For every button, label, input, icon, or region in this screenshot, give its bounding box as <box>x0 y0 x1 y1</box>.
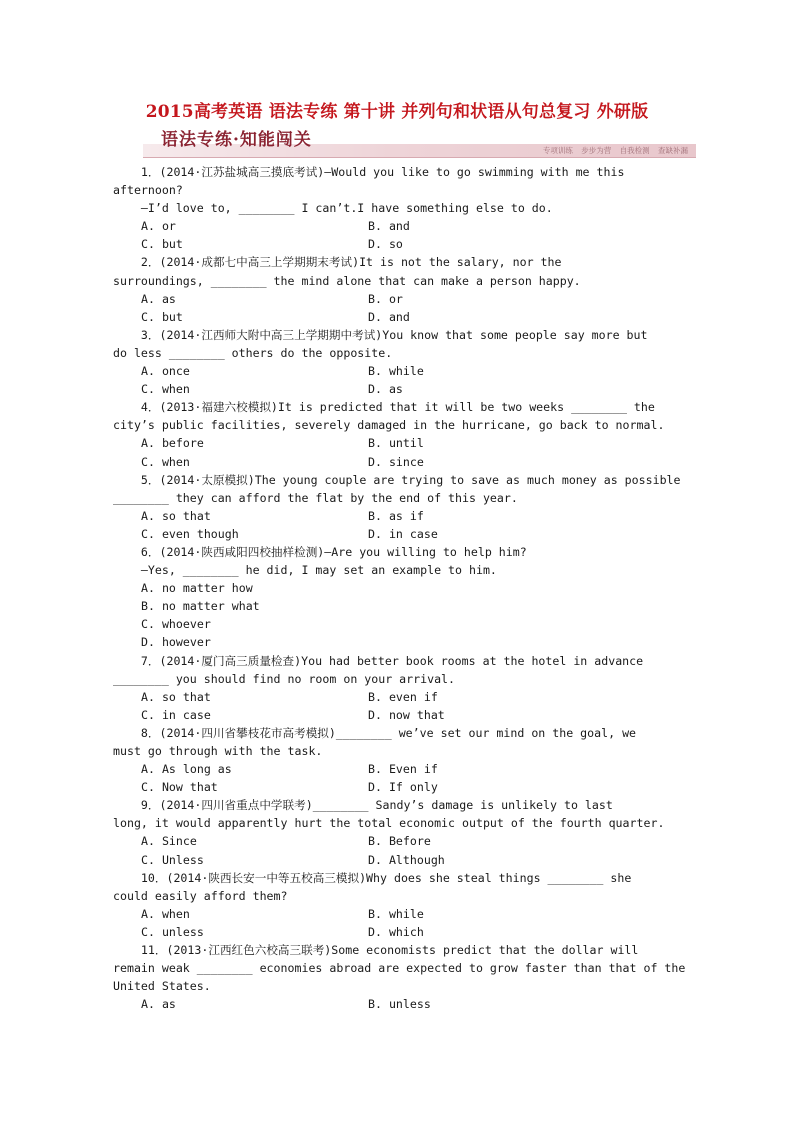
question-text-line: 1．(2014·江苏盐城高三摸底考试)—Would you like to go swimming with me this <box>113 165 625 179</box>
question-7 <box>113 652 713 724</box>
answer-option: B. no matter what <box>141 599 260 614</box>
answer-option: D. which <box>368 924 424 939</box>
answer-option: B. and <box>368 219 410 234</box>
question-text-line: 9．(2014·四川省重点中学联考)________ Sandy’s damage is unlikely to last <box>113 798 613 813</box>
answer-option: D. as <box>368 382 403 397</box>
question-text-line: —I’d love to, ________ I can’t.I have something else to do. <box>113 201 553 216</box>
answer-option: C. but <box>141 237 183 252</box>
option-row <box>113 507 713 525</box>
answer-option: A. so that <box>141 689 211 704</box>
question-text-line: 4．(2013·福建六校模拟)It is predicted that it will be two weeks ________ the <box>113 400 655 415</box>
question-text-line: could easily afford them? <box>113 888 288 903</box>
question-3 <box>113 326 713 398</box>
question-text-line: 5．(2014·太原模拟)The young couple are trying to save as much money as possible <box>113 472 681 487</box>
option-row <box>113 235 713 253</box>
option-row <box>113 380 713 398</box>
option-row <box>113 434 713 452</box>
answer-option: D. since <box>368 454 424 469</box>
answer-option: B. unless <box>368 997 431 1012</box>
option-row <box>113 905 713 923</box>
banner-tags: 专项训练 步步为营 自我检测 查缺补漏 <box>542 146 688 155</box>
answer-option: B. while <box>368 364 424 379</box>
question-text-line: must go through with the task. <box>113 744 323 758</box>
question-text-line: long, it would apparently hurt the total economic output of the fourth quarter. <box>113 816 665 831</box>
answer-option: A. no matter how <box>141 581 253 596</box>
question-text-line: 6．(2014·陕西咸阳四校抽样检测)—Are you willing to help him? <box>113 544 527 559</box>
option-row <box>113 633 713 651</box>
answer-option: A. so that <box>141 508 211 523</box>
option-row <box>113 597 713 615</box>
question-text-line: ________ you should find no room on your arrival. <box>113 671 456 686</box>
answer-option: D. and <box>368 309 410 324</box>
answer-option: A. once <box>141 364 190 379</box>
answer-option: B. even if <box>368 689 438 704</box>
answer-option: B. while <box>368 906 424 921</box>
answer-option: A. Since <box>141 834 197 849</box>
answer-option: D. however <box>141 635 211 650</box>
answer-option: C. Unless <box>141 852 204 867</box>
answer-option: A. or <box>141 219 176 234</box>
option-row <box>113 217 713 235</box>
question-5 <box>113 471 713 543</box>
option-row <box>113 923 713 941</box>
answer-option: D. now that <box>368 707 445 722</box>
answer-option: A. before <box>141 436 204 451</box>
question-text-line: —Yes, ________ he did, I may set an example to him. <box>113 563 497 578</box>
question-text-line: United States. <box>113 979 211 994</box>
option-row <box>113 579 713 597</box>
question-text-line: 8．(2014·四川省攀枝花市高考模拟)________ we’ve set our mind on the goal, we <box>113 725 637 740</box>
banner-label: 语法专练·知能闯关 <box>161 130 312 150</box>
question-2 <box>113 253 713 325</box>
answer-option: B. Before <box>368 834 431 849</box>
question-text-line: 2．(2014·成都七中高三上学期期末考试)It is not the salary, nor the <box>113 255 562 270</box>
question-4 <box>113 398 713 470</box>
option-row <box>113 706 713 724</box>
answer-option: D. so <box>368 237 403 252</box>
question-text-line: ________ they can afford the flat by the end of this year. <box>113 490 518 505</box>
option-row <box>113 290 713 308</box>
answer-option: C. unless <box>141 924 204 939</box>
question-text-line: 7．(2014·厦门高三质量检查)You had better book rooms at the hotel in advance <box>113 653 644 668</box>
section-banner <box>143 124 696 157</box>
answer-option: C. when <box>141 454 190 469</box>
question-9 <box>113 796 713 868</box>
answer-option: A. when <box>141 906 190 921</box>
answer-option: D. in case <box>368 526 438 541</box>
answer-option: A. As long as <box>141 762 232 777</box>
answer-option: B. Even if <box>368 762 438 777</box>
question-text-line: 3．(2014·江西师大附中高三上学期期中考试)You know that some people say more but <box>113 327 648 342</box>
question-text-line: 11．(2013·江西红色六校高三联考)Some economists predict that the dollar will <box>113 943 639 958</box>
answer-option: D. Although <box>368 852 445 867</box>
option-row <box>113 851 713 869</box>
answer-option: C. Now that <box>141 780 218 795</box>
answer-option: B. or <box>368 291 403 306</box>
answer-option: A. as <box>141 997 176 1012</box>
option-row <box>113 832 713 850</box>
question-1 <box>113 163 713 253</box>
answer-option: C. but <box>141 309 183 324</box>
answer-option: C. in case <box>141 707 211 722</box>
option-row <box>113 525 713 543</box>
question-text-line: do less ________ others do the opposite. <box>113 345 393 360</box>
question-text-line: city’s public facilities, severely damaged in the hurricane, go back to normal. <box>113 418 665 433</box>
question-text-line: afternoon? <box>113 183 183 198</box>
question-list <box>113 163 713 1013</box>
question-text-line: 10．(2014·陕西长安一中等五校高三模拟)Why does she steal things ________ she <box>113 870 632 885</box>
answer-option: B. until <box>368 436 424 451</box>
answer-option: C. when <box>141 382 190 397</box>
question-11 <box>113 941 713 1013</box>
question-text-line: remain weak ________ economies abroad are expected to grow faster than that of the <box>113 961 686 976</box>
option-row <box>113 760 713 778</box>
option-row <box>113 308 713 326</box>
option-row <box>113 778 713 796</box>
answer-option: B. as if <box>368 508 424 523</box>
question-text-line: surroundings, ________ the mind alone that can make a person happy. <box>113 273 581 288</box>
option-row <box>113 615 713 633</box>
option-row <box>113 362 713 380</box>
answer-option: D. If only <box>368 780 438 795</box>
question-6 <box>113 543 713 652</box>
question-10 <box>113 869 713 941</box>
document-title: 2015高考英语 语法专练 第十讲 并列句和状语从句总复习 外研版 <box>145 102 649 122</box>
answer-option: C. whoever <box>141 617 211 632</box>
option-row <box>113 453 713 471</box>
option-row <box>113 995 713 1013</box>
option-row <box>113 688 713 706</box>
answer-option: C. even though <box>141 526 239 541</box>
answer-option: A. as <box>141 291 176 306</box>
question-8 <box>113 724 713 796</box>
